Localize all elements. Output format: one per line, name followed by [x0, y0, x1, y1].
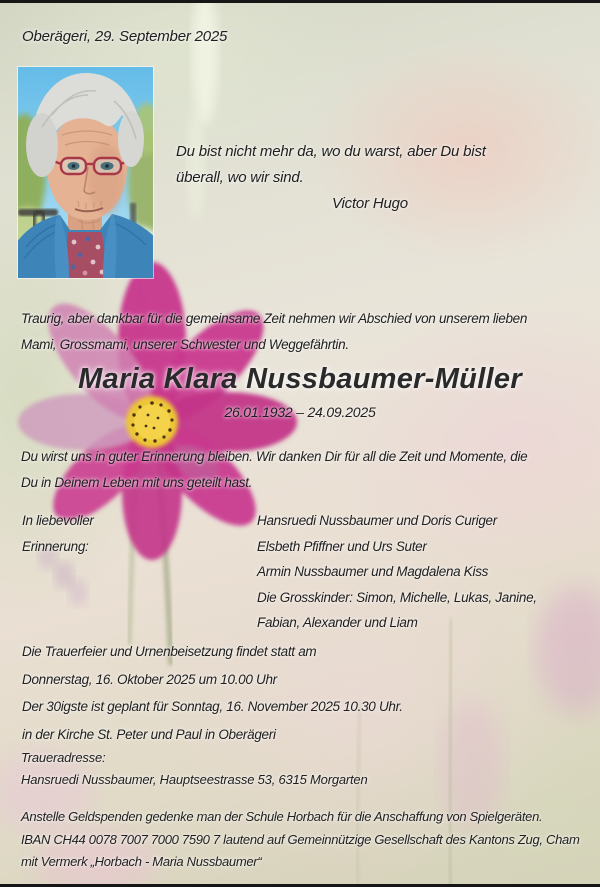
portrait-illustration — [18, 67, 153, 278]
mourning-address-label: Traueradresse: — [21, 750, 106, 765]
intro-line-1: Traurig, aber dankbar für die gemeinsame Zeit nehmen wir Abschied von unserem lieben — [21, 311, 528, 326]
donation-line-2: IBAN CH44 0078 7007 7000 7590 7 lautend auf Gemeinnützige Gesellschaft des Kantons Zug, Cham — [21, 831, 580, 847]
quote-attribution: Victor Hugo — [332, 195, 408, 212]
donation-line-3: mit Vermerk „Horbach - Maria Nussbaumer“ — [21, 854, 262, 869]
family-label-line-1: In liebevoller — [22, 513, 94, 528]
family-label — [22, 508, 94, 559]
service-line-3: Der 30igste ist geplant für Sonntag, 16. November 2025 10.30 Uhr. — [22, 699, 403, 714]
intro-paragraph — [21, 306, 527, 357]
donation-line-1: Anstelle Geldspenden gedenke man der Schule Horbach für die Anschaffung von Spielgeräten. — [21, 809, 543, 824]
service-line-2: Donnerstag, 16. Oktober 2025 um 10.00 Uhr — [22, 671, 277, 687]
family-member-row: Fabian, Alexander und Liam — [257, 615, 418, 630]
donation-note — [21, 806, 580, 874]
deceased-life-dates: 26.01.1932 – 24.09.2025 — [224, 404, 376, 420]
mourning-address-block — [21, 747, 368, 791]
family-member-row: Die Grosskinder: Simon, Michelle, Lukas, Janine, — [257, 589, 537, 605]
family-member-row: Armin Nussbaumer und Magdalena Kiss — [257, 564, 489, 579]
quote-line-2: überall, wo wir sind. — [176, 169, 304, 186]
remembrance-line-1: Du wirst uns in guter Erinnerung bleiben. Wir danken Dir für all die Zeit und Momente, die — [21, 449, 528, 464]
family-member-row: Elsbeth Pfiffner und Urs Suter — [257, 538, 427, 554]
service-details — [22, 638, 403, 748]
family-members-list — [257, 508, 537, 636]
service-line-4: in der Kirche St. Peter und Paul in Oberägeri — [22, 726, 276, 742]
portrait-photo — [18, 67, 153, 278]
deceased-name: Maria Klara Nussbaumer-Müller — [78, 363, 522, 395]
quote-block — [176, 139, 486, 217]
remembrance-line-2: Du in Deinem Leben mit uns geteilt hast. — [21, 474, 253, 490]
top-border-bar — [0, 0, 600, 3]
family-member-row: Hansruedi Nussbaumer und Doris Curiger — [257, 513, 497, 528]
family-label-line-2: Erinnerung: — [22, 538, 89, 554]
place-date-line: Oberägeri, 29. September 2025 — [22, 28, 228, 45]
service-line-1: Die Trauerfeier und Urnenbeisetzung findet statt am — [22, 644, 317, 659]
remembrance-paragraph — [21, 444, 527, 495]
intro-line-2: Mami, Grossmami, unserer Schwester und Weggefährtin. — [21, 336, 349, 352]
quote-line-1: Du bist nicht mehr da, wo du warst, aber Du bist — [176, 143, 486, 160]
mourning-address-line: Hansruedi Nussbaumer, Hauptseestrasse 53, 6315 Morgarten — [21, 772, 368, 787]
